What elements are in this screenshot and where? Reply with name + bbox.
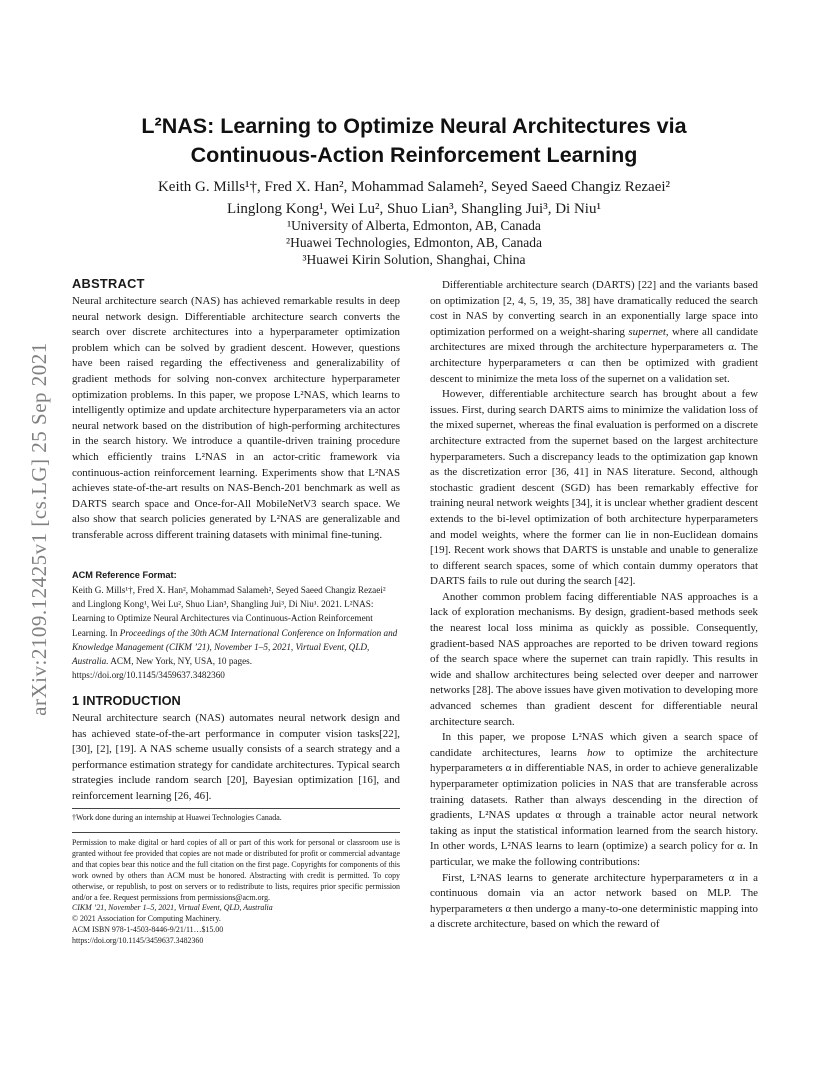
paragraph-exploration: Another common problem facing differentiable NAS approaches is a lack of exploration mechanisms. By design, gradient-based methods seek the nearest local loss minima as quickly as possible. Consequently, gradient-based NAS approaches are reported to be driven toward regions of the search space where the supernet can train rapidly. This results in wide and shallow architectures being selected over deeper and narrower networks [28]. The above issues have given motivation to developing more advanced schemes than gradient descent for differentiable neural architecture search. — [430, 590, 758, 728]
paper-title — [60, 112, 768, 170]
acm-reference-text — [72, 583, 400, 682]
conference-line: CIKM ’21, November 1–5, 2021, Virtual Event, QLD, Australia — [72, 903, 273, 913]
paragraph-issues: However, differentiable architecture search has brought about a few issues. First, during search DARTS aims to minimize the validation loss of the mixed supernet, whereas the final evaluation is performed on a discrete architecture extracted from the supernet based on the largest architecture hyperparameters. Such a discrepancy leads to the optimization gap known as the discretization error [36, 41] in NAS literature. Second, although stochastic gradient descent (SGD) has been remarkably effective for training neural network weights [34], it is unclear whether gradient descent extends to the bi-level optimization of both architecture hyperparameters and model weights, where the former can lie in non-Euclidean domains [19]. Recent work shows that DARTS is unstable and unable to generalize to different search spaces, some of which contain dummy operators that DARTS fails to rule out during the search [42]. — [430, 388, 758, 588]
supernet-term: supernet — [628, 325, 666, 338]
paragraph-proposal — [430, 730, 758, 870]
acm-reference-main: Keith G. Mills¹†, Fred X. Han², Mohammad Salameh², Seyed Saeed Changiz Rezaei² and Linglong Kong¹, Wei Lu², Shuo Lian³, Shangling Jui³, Di Niu¹. 2021. L²NAS: Learning to Optimize Neural Architectures via Continuous-Action Reinforcement Learning. In — [72, 585, 386, 638]
introduction-text: Neural architecture search (NAS) automates neural network design and has achieved state-of-the-art performance in computer vision tasks[22], [30], [2], [19]. A NAS scheme usually consists of a search strategy and a performance estimation strategy for candidate architectures. Typical search strategies include random search [20], Bayesian optimization [16], and reinforcement learning [26, 46]. — [72, 712, 400, 802]
abstract-text: Neural architecture search (NAS) has achieved remarkable results in deep neural network design. Differentiable architecture search converts the search over discrete architectures into a hyperparameter optimization problem which can be solved by gradient descent. However, questions have been raised regarding the effectiveness and generalizability of gradient methods for solving non-convex architecture hyperparameter optimization problems. In this paper, we propose L²NAS, which learns to intelligently optimize and update architecture hyperparameters via an actor neural network based on the distribution of high-performing architectures in the search history. We introduce a quantile-driven training procedure which efficiently trains L²NAS in an actor-critic framework via continuous-action reinforcement learning. Experiments show that L²NAS achieves state-of-the-art results on NAS-Bench-201 benchmark as well as DARTS search space and Once-for-All MobileNetV3 search space. We also show that search policies generated by L²NAS are generalizable and transferable across different training datasets with minimal fine-tuning. — [72, 295, 400, 541]
copyright-line: © 2021 Association for Computing Machinery. — [72, 914, 221, 924]
arxiv-sidebar-stamp: arXiv:2109.12425v1 [cs.LG] 25 Sep 2021 — [27, 342, 51, 716]
doi-line: https://doi.org/10.1145/3459637.3482360 — [72, 936, 204, 946]
paragraph-darts-a: Differentiable architecture search (DARTS) [22] and the variants based on optimization [2, 4, 5, 19, 35, 38] have dramatically reduced the search cost in NAS by converting search in an exponentially large space into optimization performed on a weight-sharing — [430, 279, 758, 338]
affiliation-3: ³Huawei Kirin Solution, Shanghai, China — [302, 252, 526, 267]
paragraph-darts — [430, 278, 758, 387]
right-column — [430, 278, 758, 933]
authors-line-1: Keith G. Mills¹†, Fred X. Han², Mohammad Salameh², Seyed Saeed Changiz Rezaei² — [157, 179, 671, 195]
abstract-heading: ABSTRACT — [72, 276, 145, 291]
permission-text: Permission to make digital or hard copies of all or part of this work for personal or classroom use is granted without fee provided that copies are not made or distributed for profit or commercial advantage and that copies bear this notice and the full citation on the first page. Copyrights for components of this work owned by others than ACM must be honored. Abstracting with credit is permitted. To copy otherwise, or republish, to post on servers or to redistribute to lists, requires prior specific permission and/or a fee. Request permissions from permissions@acm.org. — [72, 838, 400, 902]
title-line-2: Continuous-Action Reinforcement Learning — [190, 143, 638, 167]
affiliations — [60, 217, 768, 268]
isbn-line: ACM ISBN 978-1-4503-8446-9/21/11…$15.00 — [72, 925, 224, 935]
how-term: how — [587, 746, 606, 759]
title-line-1: L²NAS: Learning to Optimize Neural Architectures via — [141, 114, 687, 138]
affiliation-2: ²Huawei Technologies, Edmonton, AB, Canada — [286, 235, 542, 250]
author-list — [60, 176, 768, 220]
acm-reference-tail: ACM, New York, NY, USA, 10 pages. https://doi.org/10.1145/3459637.3482360 — [72, 656, 253, 681]
permission-divider — [72, 832, 400, 833]
internship-footnote: †Work done during an internship at Huawei Technologies Canada. — [72, 813, 282, 822]
acm-reference-venue: Proceedings of the 30th ACM International Conference on Information and Knowledge Management (CIKM ’21), November 1–5, 2021, Virtual Event, QLD, Australia. — [72, 627, 398, 667]
paragraph-darts-b: , where all candidate architectures are mixed through the architecture hyperparameters α. The architecture hyperparameters α can then be optimized with gradient descent to minimize the meta loss of the supernet on a validation set. — [430, 325, 758, 385]
introduction-heading: 1 INTRODUCTION — [72, 693, 181, 708]
permission-block — [72, 838, 400, 947]
paragraph-proposal-a: In this paper, we propose L²NAS which given a search space of candidate architectures, learns — [430, 731, 758, 759]
authors-line-2: Linglong Kong¹, Wei Lu², Shuo Lian³, Shangling Jui³, Di Niu¹ — [227, 201, 601, 217]
paragraph-contribution-1: First, L²NAS learns to generate architecture hyperparameters α in a continuous domain via an actor network based on MLP. The hyperparameters α then undergo a many-to-one deterministic mapping into a discrete architecture, based on which the reward of — [430, 871, 758, 931]
acm-reference-heading: ACM Reference Format: — [72, 570, 177, 580]
affiliation-1: ¹University of Alberta, Edmonton, AB, Canada — [287, 218, 541, 233]
footnote-divider — [72, 808, 400, 809]
paragraph-proposal-b: to optimize the architecture hyperparameters α in differentiable NAS, in order to achieve generalizable hyperparameter optimization policies in NAS that are transferable across training datasets. Rather than always descending in the direction of gradients, L²NAS updates α through a trainable actor neural network taking as input the statistical information learned from the search history. In other words, L²NAS learns to learn (optimize) a search policy for α. In particular, we make the following contributions: — [430, 746, 758, 868]
